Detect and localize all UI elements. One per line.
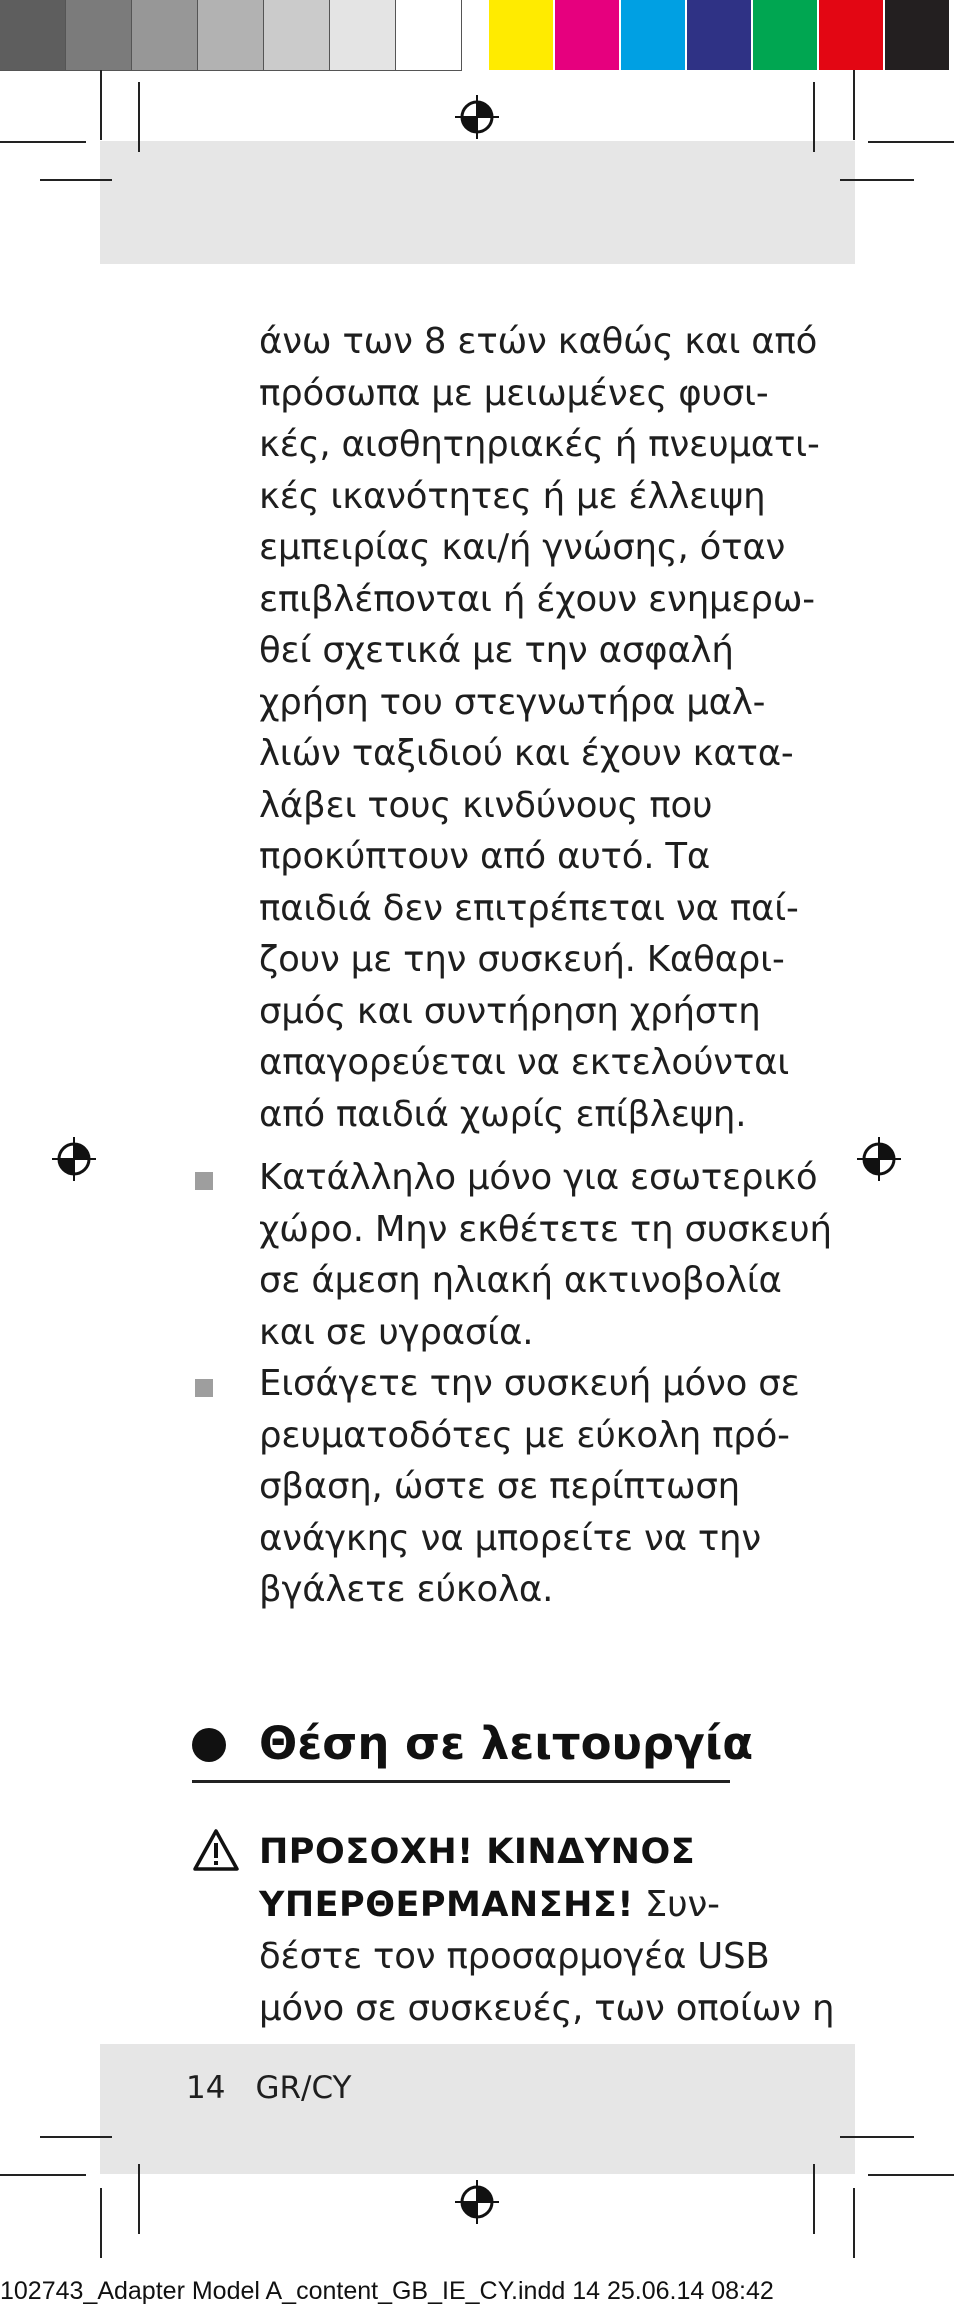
warning-title-line-2: ΥΠΕΡΘΕΡΜΑΝΣΗΣ! xyxy=(259,1884,634,1925)
process-color-swatch xyxy=(819,0,883,70)
bullet-line: ανάγκης να μπορείτε να την xyxy=(259,1517,761,1559)
bullet-text-indoor-use xyxy=(259,1152,832,1358)
crop-mark xyxy=(813,82,815,152)
gray-swatch xyxy=(396,0,461,70)
overheating-warning xyxy=(259,1826,835,2034)
crop-mark xyxy=(840,2136,914,2138)
crop-mark xyxy=(840,179,914,181)
crop-mark xyxy=(0,2174,86,2176)
paragraph-line: λιών ταξιδιού και έχουν κατα- xyxy=(259,733,794,774)
bullet-marker xyxy=(195,1379,213,1397)
crop-mark xyxy=(853,2188,855,2258)
bullet-line: σε άμεση ηλιακή ακτινοβολία xyxy=(259,1260,782,1301)
warning-triangle-icon xyxy=(192,1828,240,1872)
crop-mark xyxy=(0,141,86,143)
paragraph-line: προκύπτουν από αυτό. Τα xyxy=(259,836,711,877)
crop-mark xyxy=(100,70,102,140)
color-control-bar xyxy=(0,0,954,70)
paragraph-line: χρήση του στεγνωτήρα μαλ- xyxy=(259,681,766,723)
gray-swatch xyxy=(132,0,197,70)
heading-underline xyxy=(192,1780,730,1783)
crop-mark xyxy=(40,179,112,181)
intro-paragraph xyxy=(259,316,820,1140)
crop-mark xyxy=(868,141,954,143)
registration-mark-icon xyxy=(455,2180,499,2224)
crop-mark xyxy=(100,2188,102,2258)
page-footer xyxy=(186,2070,382,2106)
print-slug-line: 102743_Adapter Model A_content_GB_IE_CY.indd 14 25.06.14 08:42 xyxy=(0,2277,774,2305)
registration-mark-icon xyxy=(52,1137,96,1181)
paragraph-line: από παιδιά χωρίς επίβλεψη. xyxy=(259,1093,747,1135)
paragraph-line: θεί σχετικά με την ασφαλή xyxy=(259,630,734,671)
top-grey-band xyxy=(100,141,855,264)
bullet-line: Εισάγετε την συσκευή μόνο σε xyxy=(259,1363,800,1404)
warning-text: Συν- xyxy=(633,1883,720,1925)
bullet-marker xyxy=(195,1172,213,1190)
bullet-line: σβαση, ώστε σε περίπτωση xyxy=(259,1466,740,1507)
bottom-grey-band xyxy=(100,2044,855,2174)
process-color-swatch xyxy=(753,0,817,70)
gray-swatch xyxy=(198,0,263,70)
paragraph-line: σμός και συντήρηση χρήστη xyxy=(259,990,761,1032)
registration-mark-icon xyxy=(455,95,499,139)
process-color-swatch xyxy=(687,0,751,70)
bullet-line: βγάλετε εύκολα. xyxy=(259,1569,554,1610)
gray-swatch xyxy=(264,0,329,70)
crop-mark xyxy=(40,2136,112,2138)
process-color-swatch xyxy=(621,0,685,70)
paragraph-line: επιβλέπονται ή έχουν ενημερω- xyxy=(259,578,815,620)
paragraph-line: ζουν με την συσκευή. Καθαρι- xyxy=(259,939,785,980)
bullet-line: ρευματοδότες με εύκολη πρό- xyxy=(259,1414,790,1456)
bullet-text-socket-access xyxy=(259,1358,800,1616)
crop-mark xyxy=(868,2174,954,2176)
registration-mark-icon xyxy=(857,1137,901,1181)
warning-title-line-1: ΠΡΟΣΟΧΗ! ΚΙΝΔΥΝΟΣ xyxy=(259,1832,696,1872)
bullet-line: χώρο. Μην εκθέτετε τη συσκευή xyxy=(259,1208,832,1250)
gray-swatch xyxy=(66,0,131,70)
gray-swatch xyxy=(330,0,395,70)
section-heading: Θέση σε λειτουργία xyxy=(259,1717,754,1770)
country-code: GR/CY xyxy=(255,2070,352,2106)
warning-text: δέστε τον προσαρμογέα USB xyxy=(259,1936,770,1977)
paragraph-line: λάβει τους κινδύνους που xyxy=(259,784,713,826)
page-number: 14 xyxy=(186,2070,226,2106)
crop-mark xyxy=(853,70,855,140)
warning-text: μόνο σε συσκευές, των οποίων η xyxy=(259,1987,835,2029)
paragraph-line: άνω των 8 ετών καθώς και από xyxy=(259,321,818,362)
bullet-line: Κατάλληλο μόνο για εσωτερικό xyxy=(259,1157,818,1198)
crop-mark xyxy=(138,82,140,152)
process-color-swatch xyxy=(489,0,553,70)
crop-mark xyxy=(813,2164,815,2234)
process-color-swatch xyxy=(555,0,619,70)
paragraph-line: απαγορεύεται να εκτελούνται xyxy=(259,1042,790,1083)
heading-bullet-dot xyxy=(192,1728,226,1762)
paragraph-line: εμπειρίας και/ή γνώσης, όταν xyxy=(259,527,786,568)
bullet-line: και σε υγρασία. xyxy=(259,1311,534,1353)
paragraph-line: κές ικανότητες ή με έλλειψη xyxy=(259,475,766,517)
gray-swatch xyxy=(0,0,65,70)
process-color-swatch xyxy=(885,0,949,70)
crop-mark xyxy=(138,2164,140,2234)
paragraph-line: παιδιά δεν επιτρέπεται να παί- xyxy=(259,887,799,929)
swatch-separator xyxy=(470,0,484,70)
paragraph-line: κές, αισθητηριακές ή πνευματι- xyxy=(259,424,820,465)
paragraph-line: πρόσωπα με μειωμένες φυσι- xyxy=(259,372,769,414)
